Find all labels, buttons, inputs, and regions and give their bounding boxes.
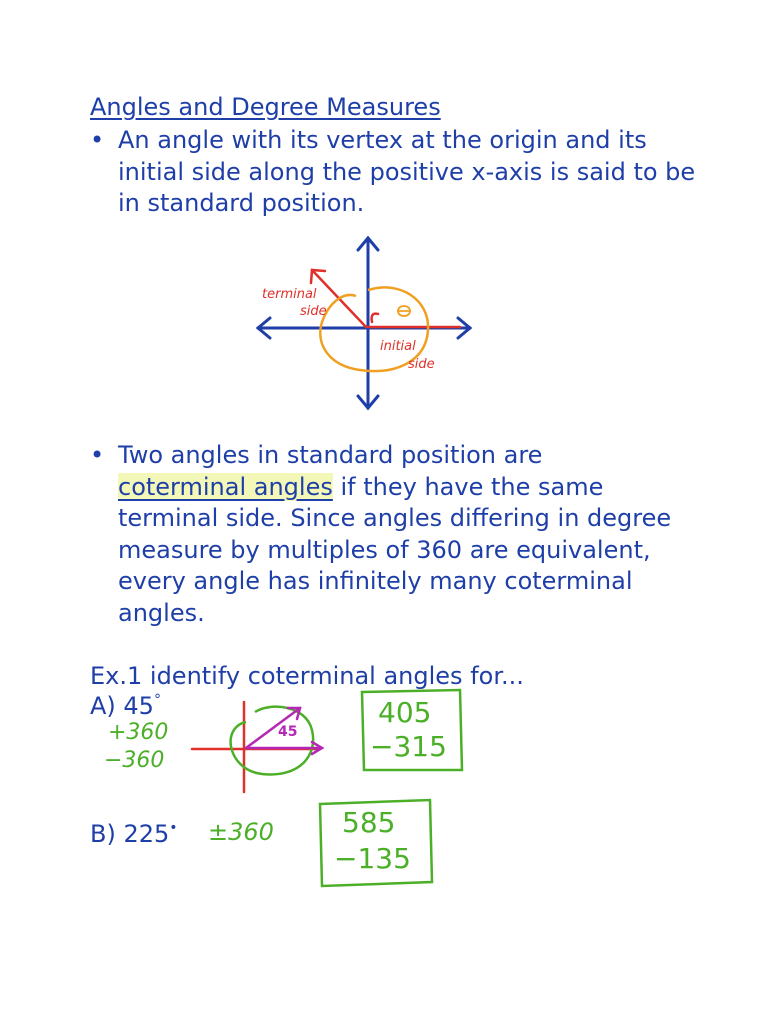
bullet2-prefix: Two angles in standard position are xyxy=(118,441,543,469)
terminal-label-line2: side xyxy=(300,304,327,319)
highlighted-term: coterminal angles xyxy=(118,472,333,501)
part-b-answer-585: 585 xyxy=(342,806,396,839)
part-a-minus-360: −360 xyxy=(104,748,165,773)
terminal-label-line1: terminal xyxy=(262,287,317,302)
page-title: Angles and Degree Measures xyxy=(90,93,441,121)
part-b-plus-minus-360: ±360 xyxy=(208,818,274,846)
bullet2-suffix: if they have the same terminal side. Since angles differing in degree measure by multiples of 360 are equivalent, every angle has infinitely many coterminal angles. xyxy=(118,472,672,627)
bullet-dot: • xyxy=(90,441,105,469)
part-b-answer-neg135: −135 xyxy=(334,842,411,875)
bullet-text: An angle with its vertex at the origin and its initial side along the positive x-axis is said to be in standard position. xyxy=(118,126,696,217)
initial-label-line1: initial xyxy=(380,339,416,354)
part-a-label: A) 45° xyxy=(90,692,161,720)
part-a-plus-360: +360 xyxy=(108,720,169,745)
part-a-answer-neg315: −315 xyxy=(370,730,447,763)
part-b-label: B) 225• xyxy=(90,820,178,848)
part-a-angle-label: 45 xyxy=(278,724,298,740)
example-heading: Ex.1 identify coterminal angles for... xyxy=(90,662,524,690)
part-a-answer-405: 405 xyxy=(378,696,432,729)
bullet-dot: • xyxy=(90,126,105,154)
initial-label-line2: side xyxy=(408,357,435,372)
